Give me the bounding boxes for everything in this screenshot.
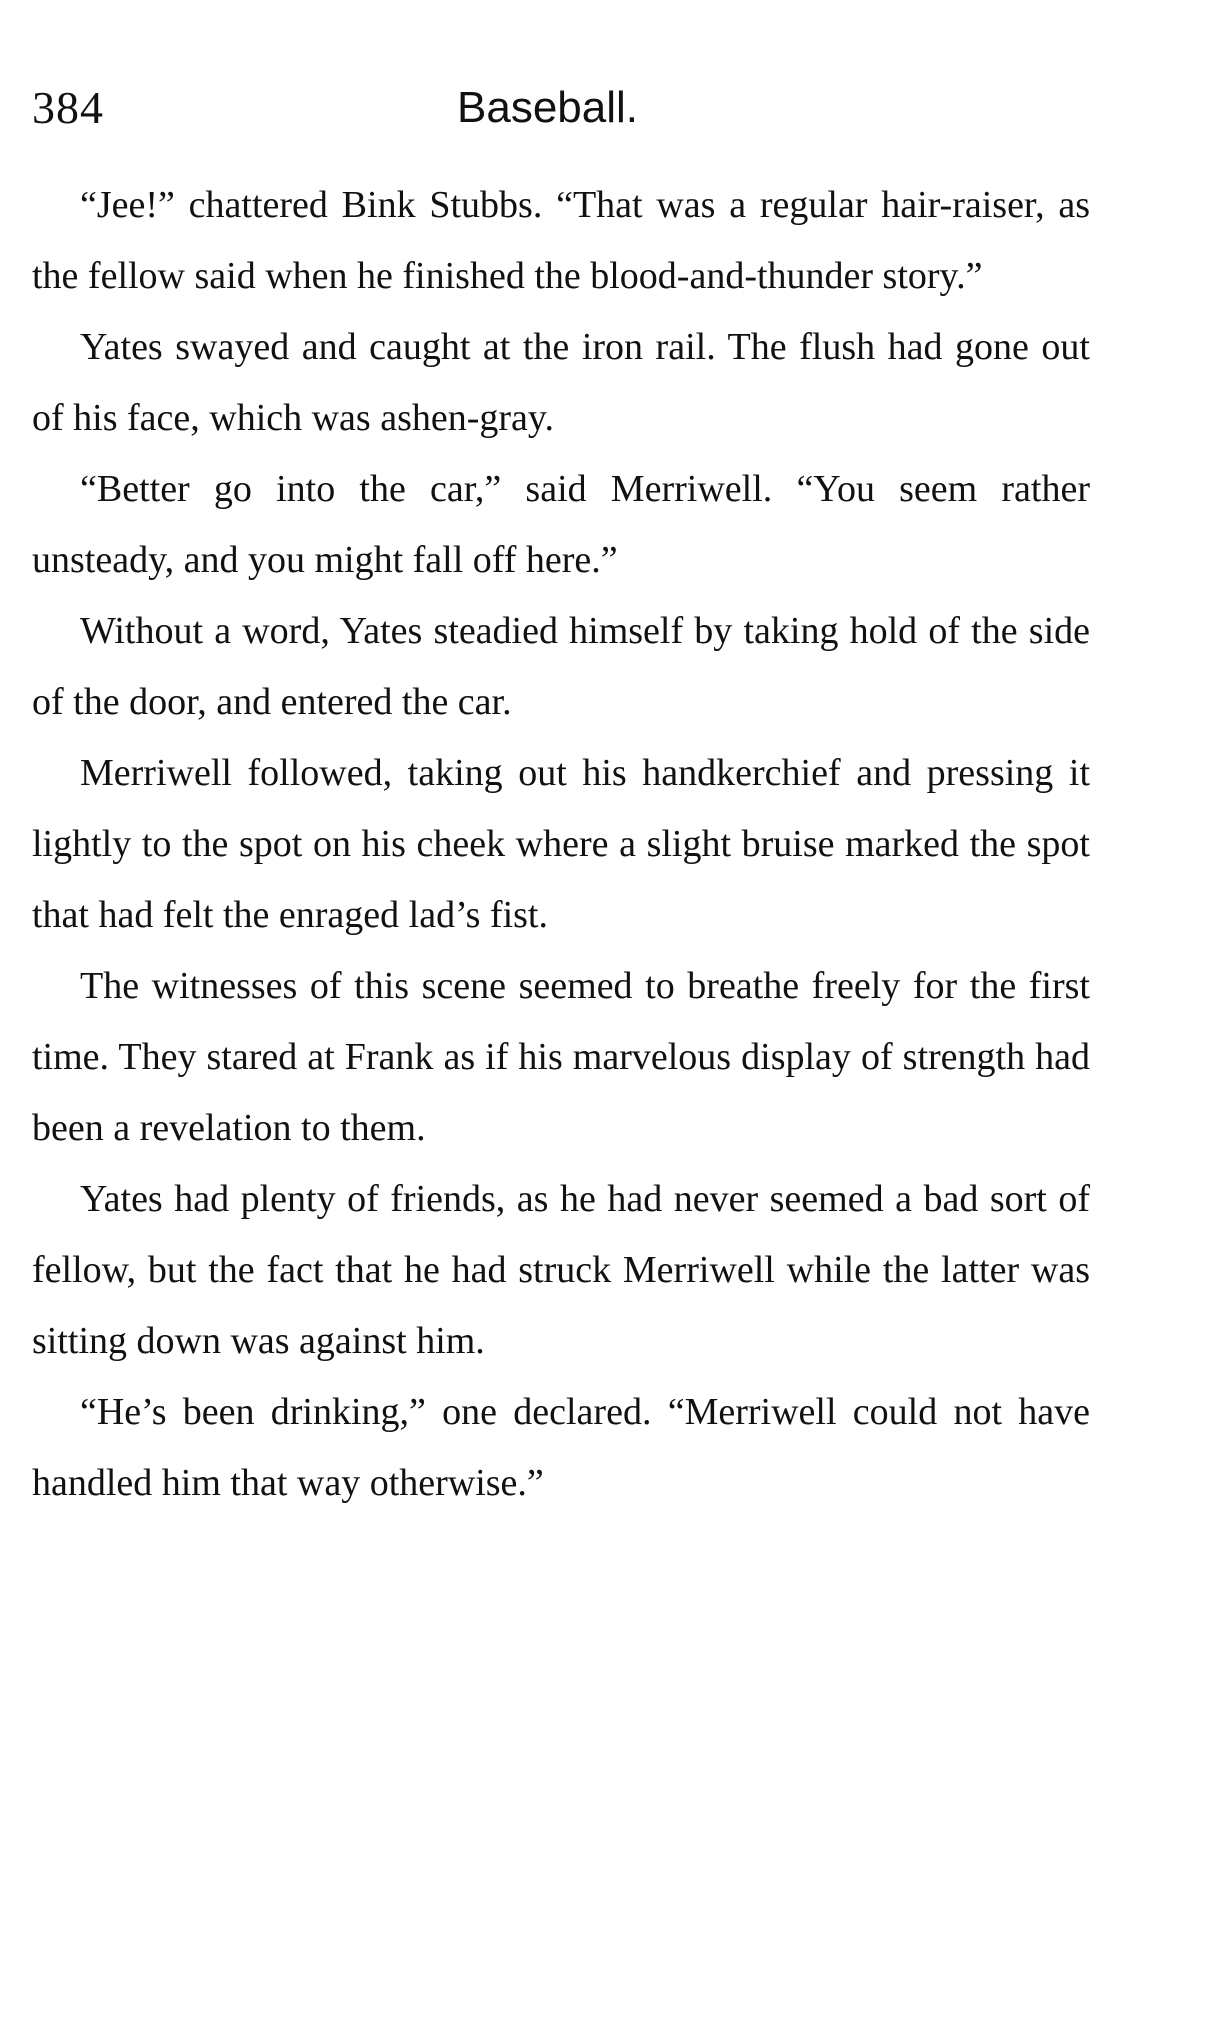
paragraph: The witnesses of this scene seemed to breathe freely for the first time. They stared at Frank as if his marvelous display of strength had been a revelation to them. [32,965,1090,1149]
paragraph: Merriwell followed, taking out his handkerchief and pressing it lightly to the spot on his cheek where a slight bruise marked the spot that had felt the enraged lad’s fist. [32,752,1090,936]
paragraph: Without a word, Yates steadied himself by taking hold of the side of the door, and entered the car. [32,610,1090,723]
paragraph: Yates swayed and caught at the iron rail. The flush had gone out of his face, which was ashen-gray. [32,326,1090,439]
paragraph: Yates had plenty of friends, as he had never seemed a bad sort of fellow, but the fact that he had struck Merriwell while the latter was sitting down was against him. [32,1178,1090,1362]
page-header [32,78,1092,138]
paragraph: “Jee!” chattered Bink Stubbs. “That was a regular hair-raiser, as the fellow said when he finished the blood-and-thunder story.” [32,184,1090,297]
page-number: 384 [32,82,104,133]
paragraph: “Better go into the car,” said Merriwell. “You seem rather unsteady, and you might fall off here.” [32,468,1090,581]
running-head: Baseball. [457,83,639,132]
body-text [32,170,1090,1519]
paragraph: “He’s been drinking,” one declared. “Merriwell could not have handled him that way otherwise.” [32,1391,1090,1504]
